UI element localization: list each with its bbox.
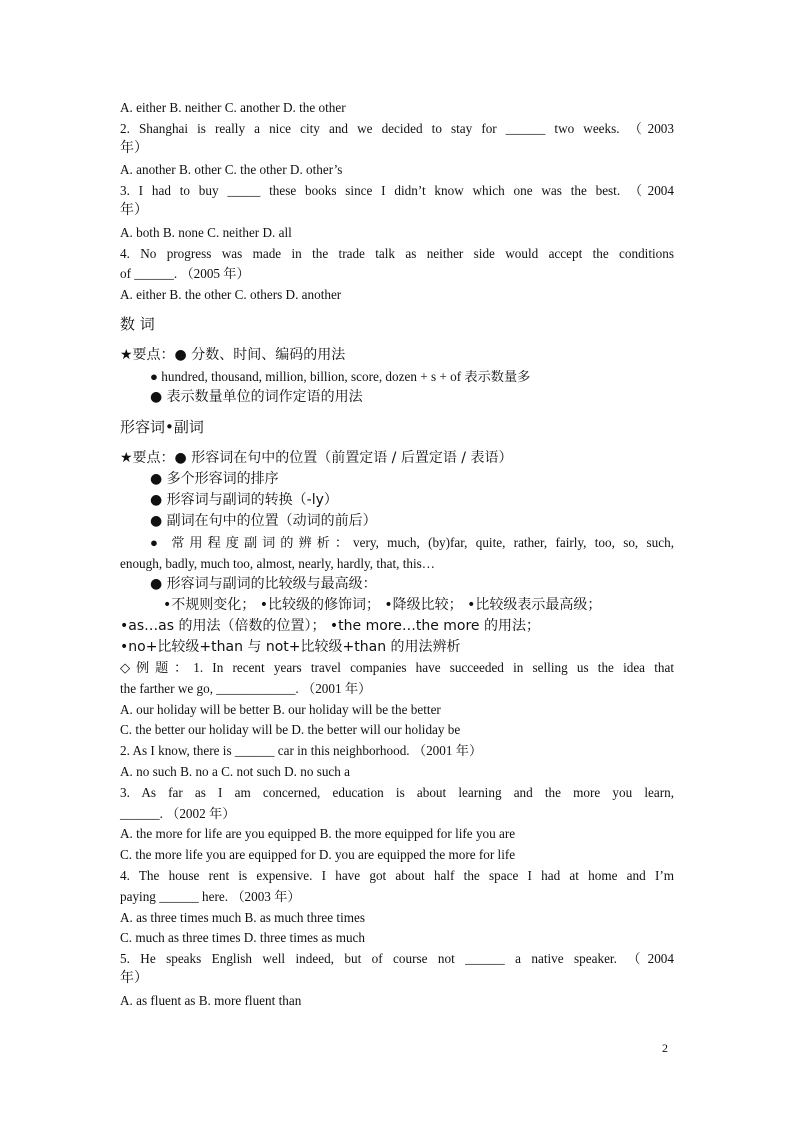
example-1-continued: the farther we go, ____________. （2001 年） [120, 681, 372, 696]
example-5: 5. He speaks English well indeed, but of course not ______ a native speaker. （2004 [120, 951, 674, 966]
example-5-year: 年） [120, 970, 148, 986]
example-3: 3. As far as I am concerned, education is about learning and the more you learn, [120, 785, 674, 800]
key-point: ★要点：● 形容词在句中的位置（前置定语 / 后置定语 / 表语） [120, 450, 513, 466]
example-1: ◇例题：1. In recent years travel companies have succeeded in selling us the idea that [120, 660, 674, 675]
question-2-year: 年） [120, 140, 148, 156]
answer-options: A. either B. the other C. others D. another [120, 287, 342, 302]
answer-options: C. the better our holiday will be D. the better will our holiday be [120, 722, 461, 737]
key-point-bullet: ● 形容词与副词的转换（-ly） [150, 492, 338, 508]
example-2: 2. As I know, there is ______ car in this neighborhood. （2001 年） [120, 743, 483, 758]
key-point-bullet: ● hundred, thousand, million, billion, score, dozen + s + of 表示数量多 [150, 369, 531, 384]
answer-options: A. the more for life are you equipped B. the more equipped for life you are [120, 826, 516, 841]
key-point: ★要点：● 分数、时间、编码的用法 [120, 347, 346, 363]
question-4: 4. No progress was made in the trade talk as neither side would accept the conditions [120, 246, 674, 261]
answer-options: A. our holiday will be better B. our holiday will be the better [120, 702, 441, 717]
key-point-bullet: ● 多个形容词的排序 [150, 471, 279, 487]
question-3: 3. I had to buy _____ these books since I didn’t know which one was the best. （2004 [120, 183, 674, 198]
key-point-bullet: ● 表示数量单位的词作定语的用法 [150, 389, 363, 405]
key-point-bullet: ● 副词在句中的位置（动词的前后） [150, 513, 377, 529]
example-3-continued: ______. （2002 年） [120, 806, 236, 821]
example-4-continued: paying ______ here. （2003 年） [120, 889, 301, 904]
answer-options: A. another B. other C. the other D. other’s [120, 162, 343, 177]
sub-point-list: •as…as 的用法（倍数的位置）； •the more…the more 的用法； [120, 618, 540, 634]
answer-options: C. much as three times D. three times as much [120, 930, 366, 945]
key-point-continued: enough, badly, much too, almost, nearly, hardly, that, this… [120, 556, 435, 571]
key-point-bullet: ● 常用程度副词的辨析：very, much, (by)far, quite, rather, fairly, too, so, such, [150, 535, 674, 550]
sub-point-list: •no+比较级+than 与 not+比较级+than 的用法辨析 [120, 639, 461, 655]
key-point-bullet: ● 形容词与副词的比较级与最高级： [150, 576, 377, 592]
question-4-continued: of ______. （2005 年） [120, 266, 250, 281]
answer-options: A. as three times much B. as much three times [120, 910, 366, 925]
answer-options: A. both B. none C. neither D. all [120, 225, 292, 240]
section-heading-numerals: 数 词 [120, 315, 155, 333]
question-3-year: 年） [120, 202, 148, 218]
example-4: 4. The house rent is expensive. I have got about half the space I had at home and I’m [120, 868, 674, 883]
sub-point-list: •不规则变化； •比较级的修饰词； •降级比较； •比较级表示最高级； [163, 597, 602, 613]
answer-options: C. the more life you are equipped for D. you are equipped the more for life [120, 847, 516, 862]
page-number: 2 [662, 1041, 668, 1055]
answer-options: A. as fluent as B. more fluent than [120, 993, 302, 1008]
answer-options: A. no such B. no a C. not such D. no such a [120, 764, 351, 779]
section-heading-adjectives-adverbs: 形容词•副词 [120, 418, 204, 436]
question-2: 2. Shanghai is really a nice city and we decided to stay for ______ two weeks. （2003 [120, 121, 674, 136]
answer-options: A. either B. neither C. another D. the other [120, 100, 346, 115]
